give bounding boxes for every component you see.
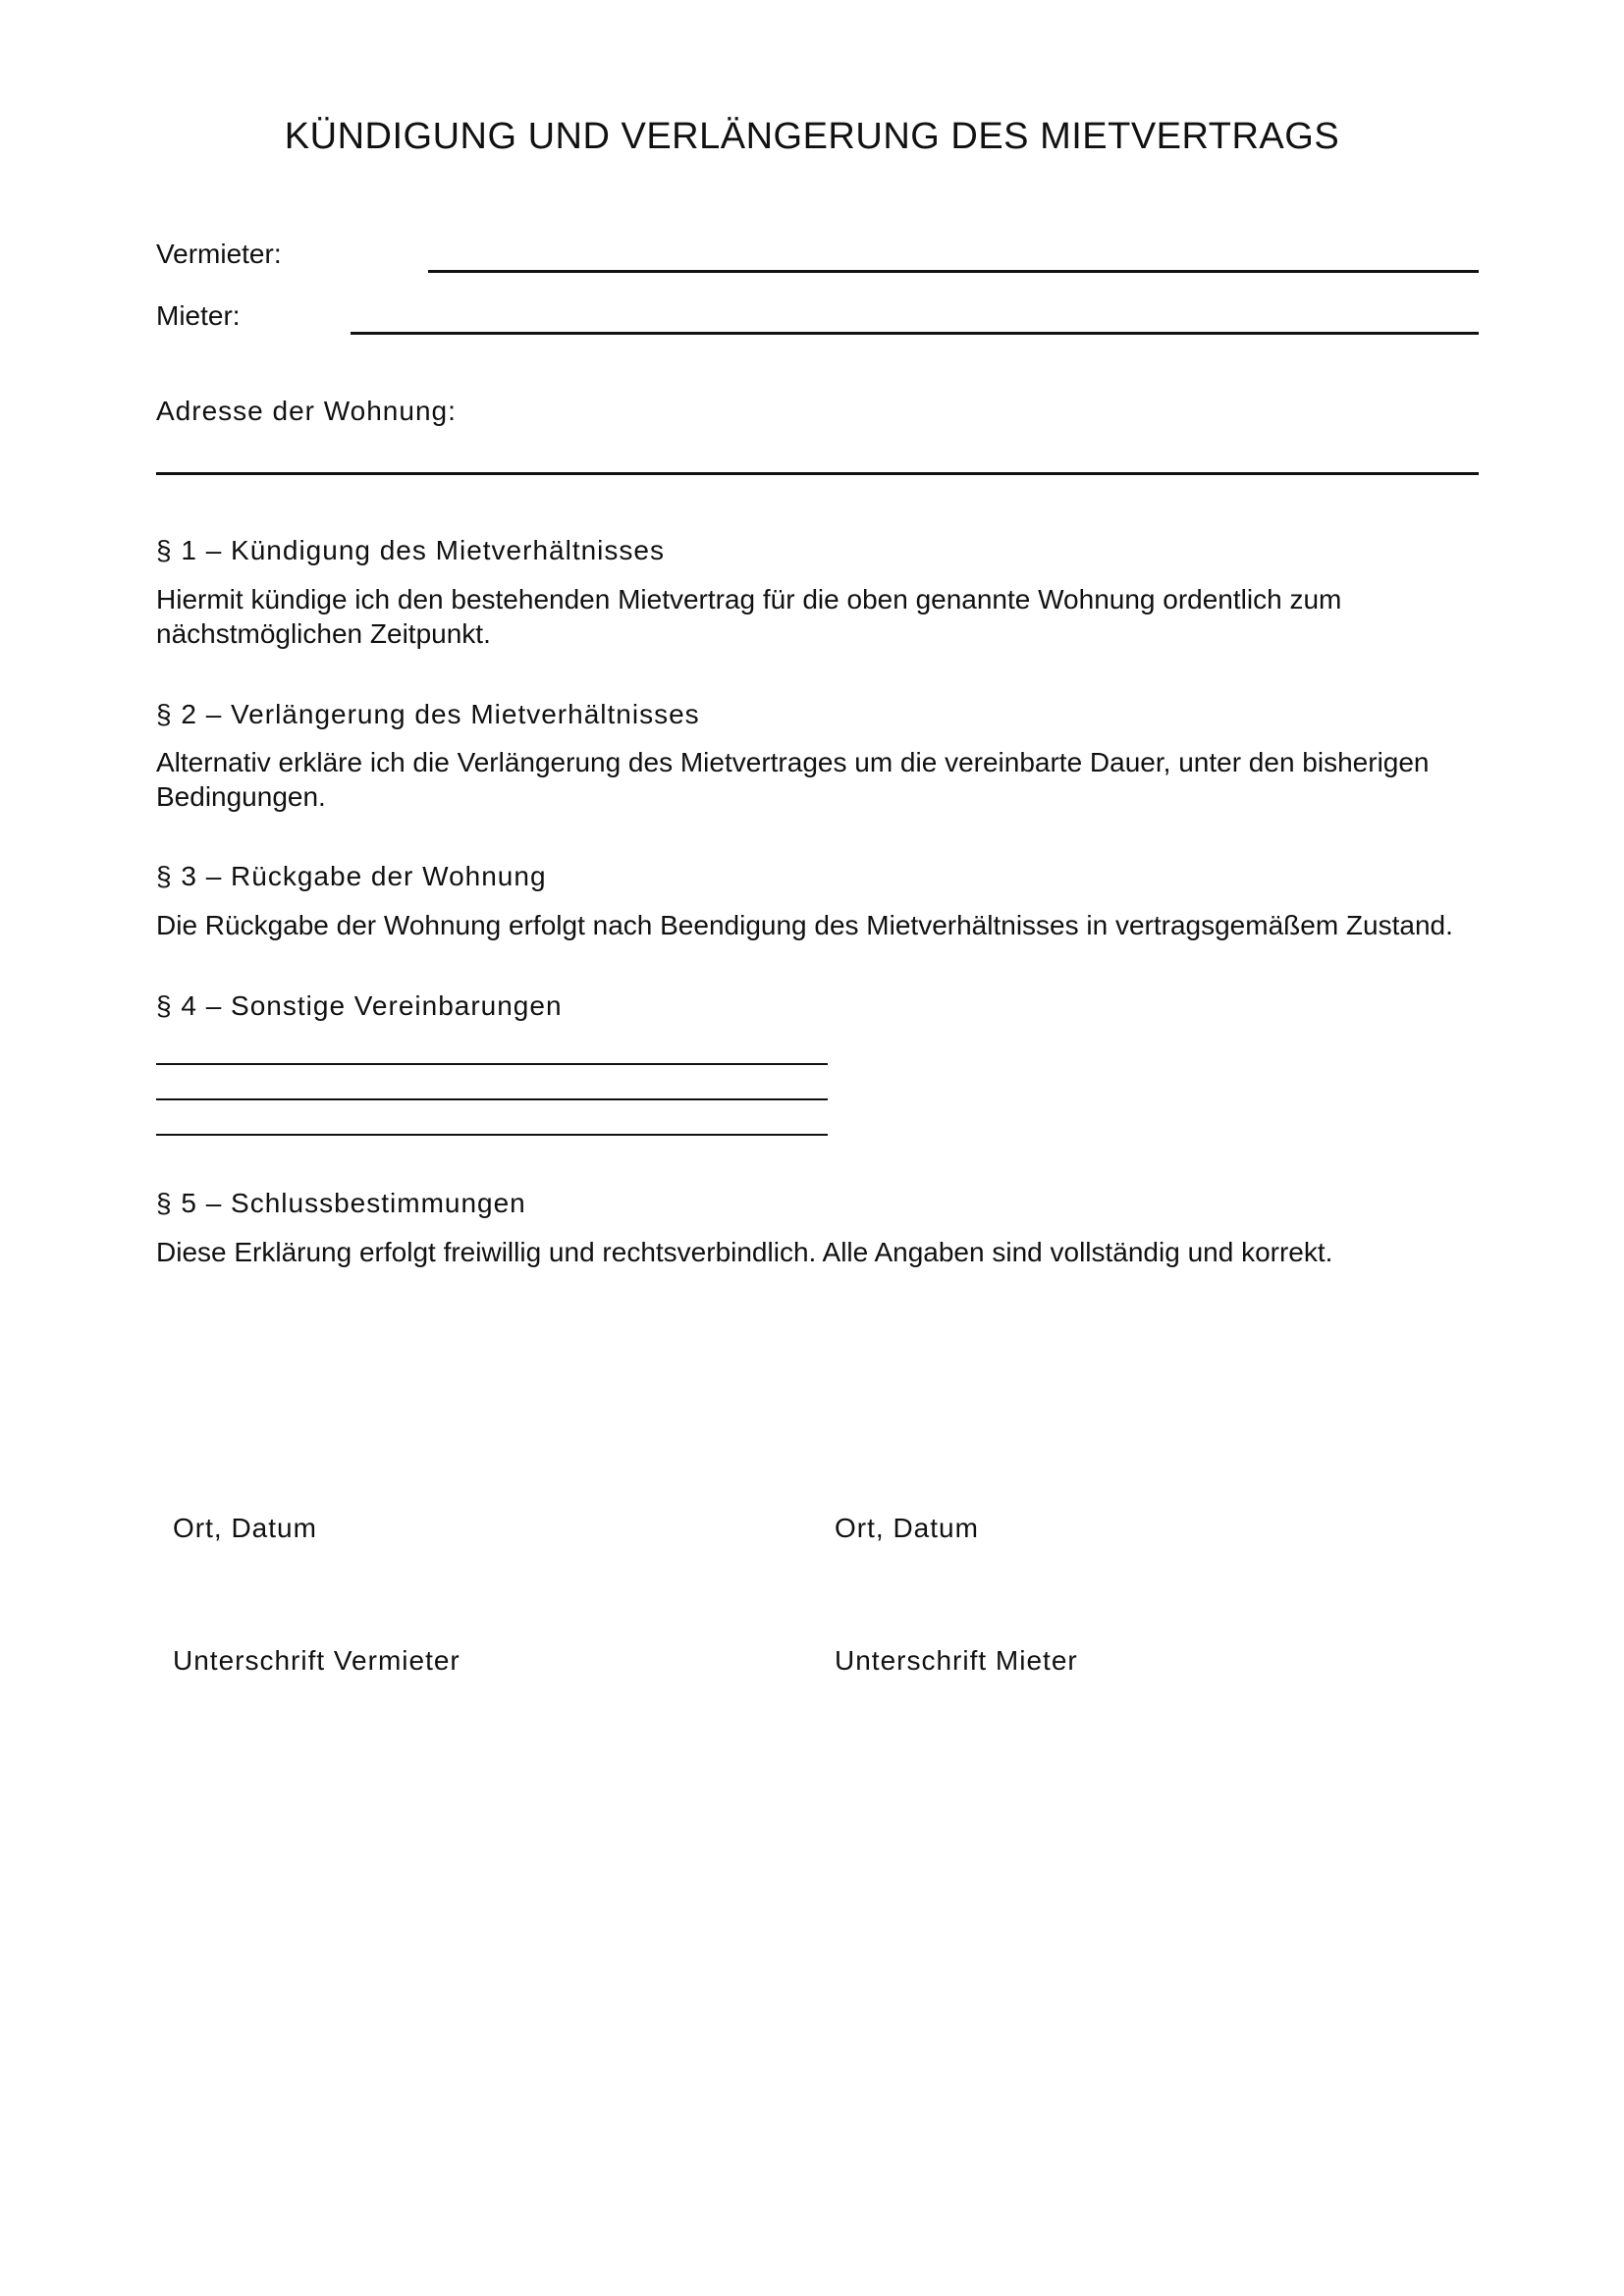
section-1-heading: § 1 – Kündigung des Mietverhältnisses (156, 535, 665, 565)
address-label: Adresse der Wohnung: (156, 396, 457, 426)
section-1-text: Hiermit kündige ich den bestehenden Mietvertrag für die oben genannte Wohnung ordentlich zum nächstmöglichen Zeitpunkt. (156, 584, 1342, 649)
document-title: KÜNDIGUNG UND VERLÄNGERUNG DES MIETVERTRAGS (284, 116, 1340, 157)
tenant-signature-label: Unterschrift Mieter (835, 1645, 1078, 1676)
section-5-heading: § 5 – Schlussbestimmungen (156, 1188, 526, 1218)
section-3-heading: § 3 – Rückgabe der Wohnung (156, 861, 547, 891)
right-place-date-label: Ort, Datum (835, 1513, 979, 1543)
tenant-field-line[interactable] (351, 332, 1479, 335)
left-place-date-label: Ort, Datum (173, 1513, 317, 1543)
section-4-blank-line-2[interactable] (156, 1098, 828, 1100)
tenant-label: Mieter: (156, 300, 241, 331)
section-4-heading: § 4 – Sonstige Vereinbarungen (156, 990, 563, 1021)
section-5-text: Diese Erklärung erfolgt freiwillig und rechtsverbindlich. Alle Angaben sind vollständig und korrekt. (156, 1237, 1333, 1267)
landlord-signature-label: Unterschrift Vermieter (173, 1645, 460, 1676)
section-4-blank-line-3[interactable] (156, 1134, 828, 1136)
section-3-text: Die Rückgabe der Wohnung erfolgt nach Beendigung des Mietverhältnisses in vertragsgemäßem Zustand. (156, 910, 1453, 940)
section-4-blank-line-1[interactable] (156, 1063, 828, 1065)
landlord-field-line[interactable] (428, 270, 1479, 273)
section-2-text: Alternativ erkläre ich die Verlängerung des Mietvertrages um die vereinbarte Dauer, unter den bisherigen Bedingungen. (156, 747, 1430, 812)
section-2-heading: § 2 – Verlängerung des Mietverhältnisses (156, 699, 700, 729)
landlord-label: Vermieter: (156, 239, 282, 269)
address-field-line[interactable] (156, 472, 1479, 475)
